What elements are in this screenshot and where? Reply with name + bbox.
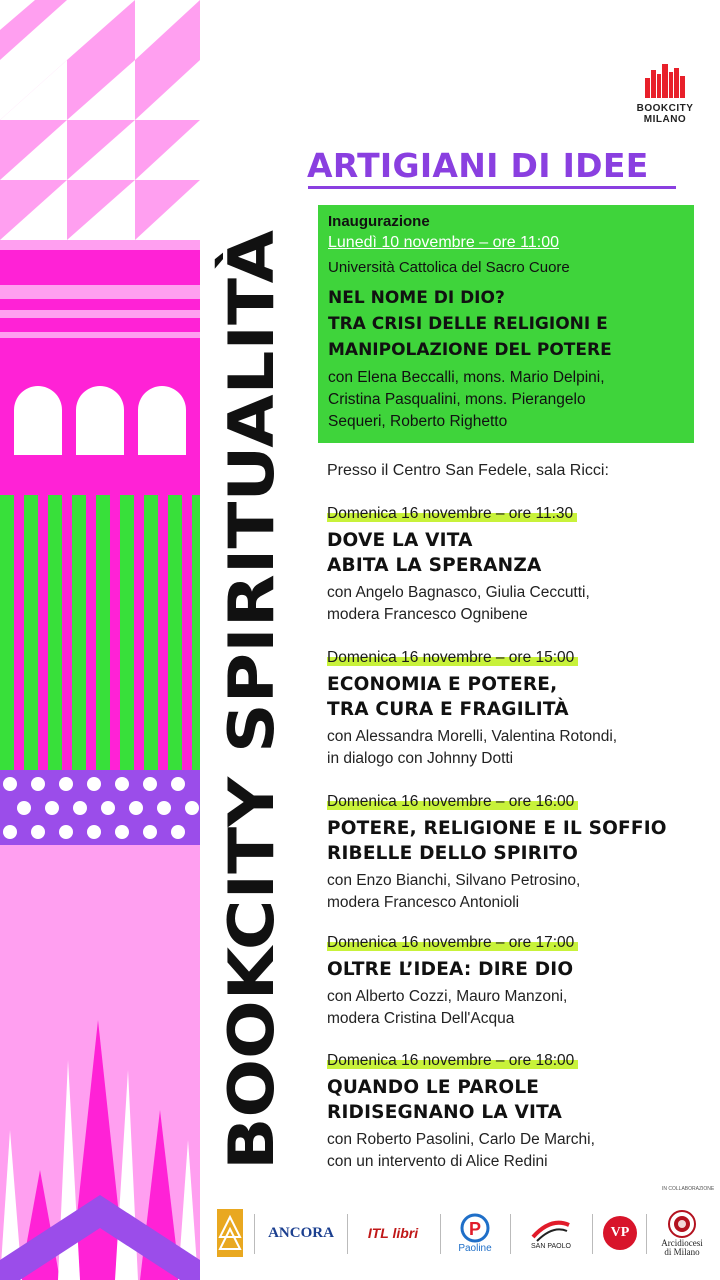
vertical-title <box>205 220 295 1180</box>
event-title-line: RIDISEGNANO LA VITA <box>327 1102 563 1123</box>
partner-arcidiocesi-line1: Arcidiocesi <box>661 1238 703 1248</box>
event-date: Domenica 16 novembre – ore 16:00 <box>327 794 578 810</box>
venue-text: Presso il Centro San Fedele, sala Ricci: <box>327 462 609 479</box>
inauguration-guests-line: con Elena Beccalli, mons. Mario Delpini, <box>328 369 605 386</box>
partner-paoline: Paoline <box>458 1242 492 1254</box>
logo-line-1: BOOKCITY <box>636 103 694 114</box>
event-title-line: TRA CURA E FRAGILITÀ <box>327 699 569 720</box>
inauguration-place: Università Cattolica del Sacro Cuore <box>328 259 570 276</box>
event-item <box>327 934 707 1030</box>
event-guests-line: con Roberto Pasolini, Carlo De Marchi, <box>327 1131 595 1148</box>
inauguration-title-line: TRA CRISI DELLE RELIGIONI E <box>328 314 608 334</box>
city-skyline-icon <box>643 62 687 98</box>
event-guests-line: modera Francesco Antonioli <box>327 894 520 911</box>
partner-san-paolo: SAN PAOLO <box>531 1242 571 1250</box>
inauguration-title-line: MANIPOLAZIONE DEL POTERE <box>328 340 612 360</box>
vp-logo <box>600 1207 640 1259</box>
decorative-column <box>0 0 200 1280</box>
inauguration-guests-line: Cristina Pasqualini, mons. Pierangelo <box>328 391 586 408</box>
event-date: Domenica 16 novembre – ore 17:00 <box>327 935 578 951</box>
diocese-seal-icon <box>667 1209 697 1239</box>
san-paolo-logo <box>516 1207 586 1259</box>
svg-text:P: P <box>469 1218 482 1239</box>
event-guests-line: con Enzo Bianchi, Silvano Petrosino, <box>327 872 581 889</box>
inauguration-date: Lunedì 10 novembre – ore 11:00 <box>328 234 559 251</box>
partner-vp: VP <box>603 1216 637 1250</box>
event-title-line: QUANDO LE PAROLE <box>327 1077 540 1098</box>
bookcity-logo <box>630 62 700 125</box>
san-paolo-swoosh-icon <box>531 1217 571 1243</box>
heading-underline <box>308 186 676 189</box>
event-guests-line: modera Cristina Dell'Acqua <box>327 1010 515 1027</box>
paoline-logo <box>450 1207 500 1259</box>
event-title-line: DOVE LA VITA <box>327 530 473 551</box>
inauguration-label: Inaugurazione <box>328 213 430 230</box>
event-title-line: POTERE, RELIGIONE E IL SOFFIO <box>327 818 667 839</box>
event-guests-line: con un intervento di Alice Redini <box>327 1153 548 1170</box>
paoline-p-icon <box>460 1213 490 1243</box>
event-guests-line: in dialogo con Johnny Dotti <box>327 750 514 767</box>
event-guests-line: modera Francesco Ognibene <box>327 606 528 623</box>
partner-ancora: ANCORA <box>268 1224 334 1241</box>
arcidiocesi-logo <box>650 1207 714 1259</box>
event-guests-line: con Alberto Cozzi, Mauro Manzoni, <box>327 988 568 1005</box>
event-title-line: RIBELLE DELLO SPIRITO <box>327 843 579 864</box>
event-title-line: OLTRE L’IDEA: DIRE DIO <box>327 959 574 980</box>
inauguration-title-line: NEL NOME DI DIO? <box>328 288 505 308</box>
event-date: Domenica 16 novembre – ore 18:00 <box>327 1053 578 1069</box>
event-item <box>327 505 707 626</box>
vertical-title-text: BOOKCITY SPIRITUALITÀ <box>215 324 288 1170</box>
inauguration-box <box>318 205 694 443</box>
event-item <box>327 793 707 914</box>
event-date: Domenica 16 novembre – ore 15:00 <box>327 650 578 666</box>
event-title-line: ECONOMIA E POTERE, <box>327 674 558 695</box>
main-heading: ARTIGIANI DI IDEE <box>307 146 649 185</box>
decorative-pattern-graphic <box>0 0 200 1280</box>
triangle-emblem-icon <box>217 1209 243 1257</box>
logo-line-2: MILANO <box>643 114 687 125</box>
partner-arcidiocesi-line2: di Milano <box>664 1247 700 1257</box>
event-guests-line: con Alessandra Morelli, Valentina Rotondi, <box>327 728 618 745</box>
event-item <box>327 649 707 770</box>
ambrosiana-logo <box>214 1207 246 1259</box>
event-date: Domenica 16 novembre – ore 11:30 <box>327 506 577 522</box>
event-title-line: ABITA LA SPERANZA <box>327 555 542 576</box>
inauguration-guests-line: Sequeri, Roberto Righetto <box>328 413 508 430</box>
event-guests-line: con Angelo Bagnasco, Giulia Ceccutti, <box>327 584 590 601</box>
event-item <box>327 1052 707 1173</box>
collaboration-label: IN COLLABORAZIONE <box>662 1186 715 1192</box>
partner-itl-libri: ITL libri <box>367 1225 419 1241</box>
